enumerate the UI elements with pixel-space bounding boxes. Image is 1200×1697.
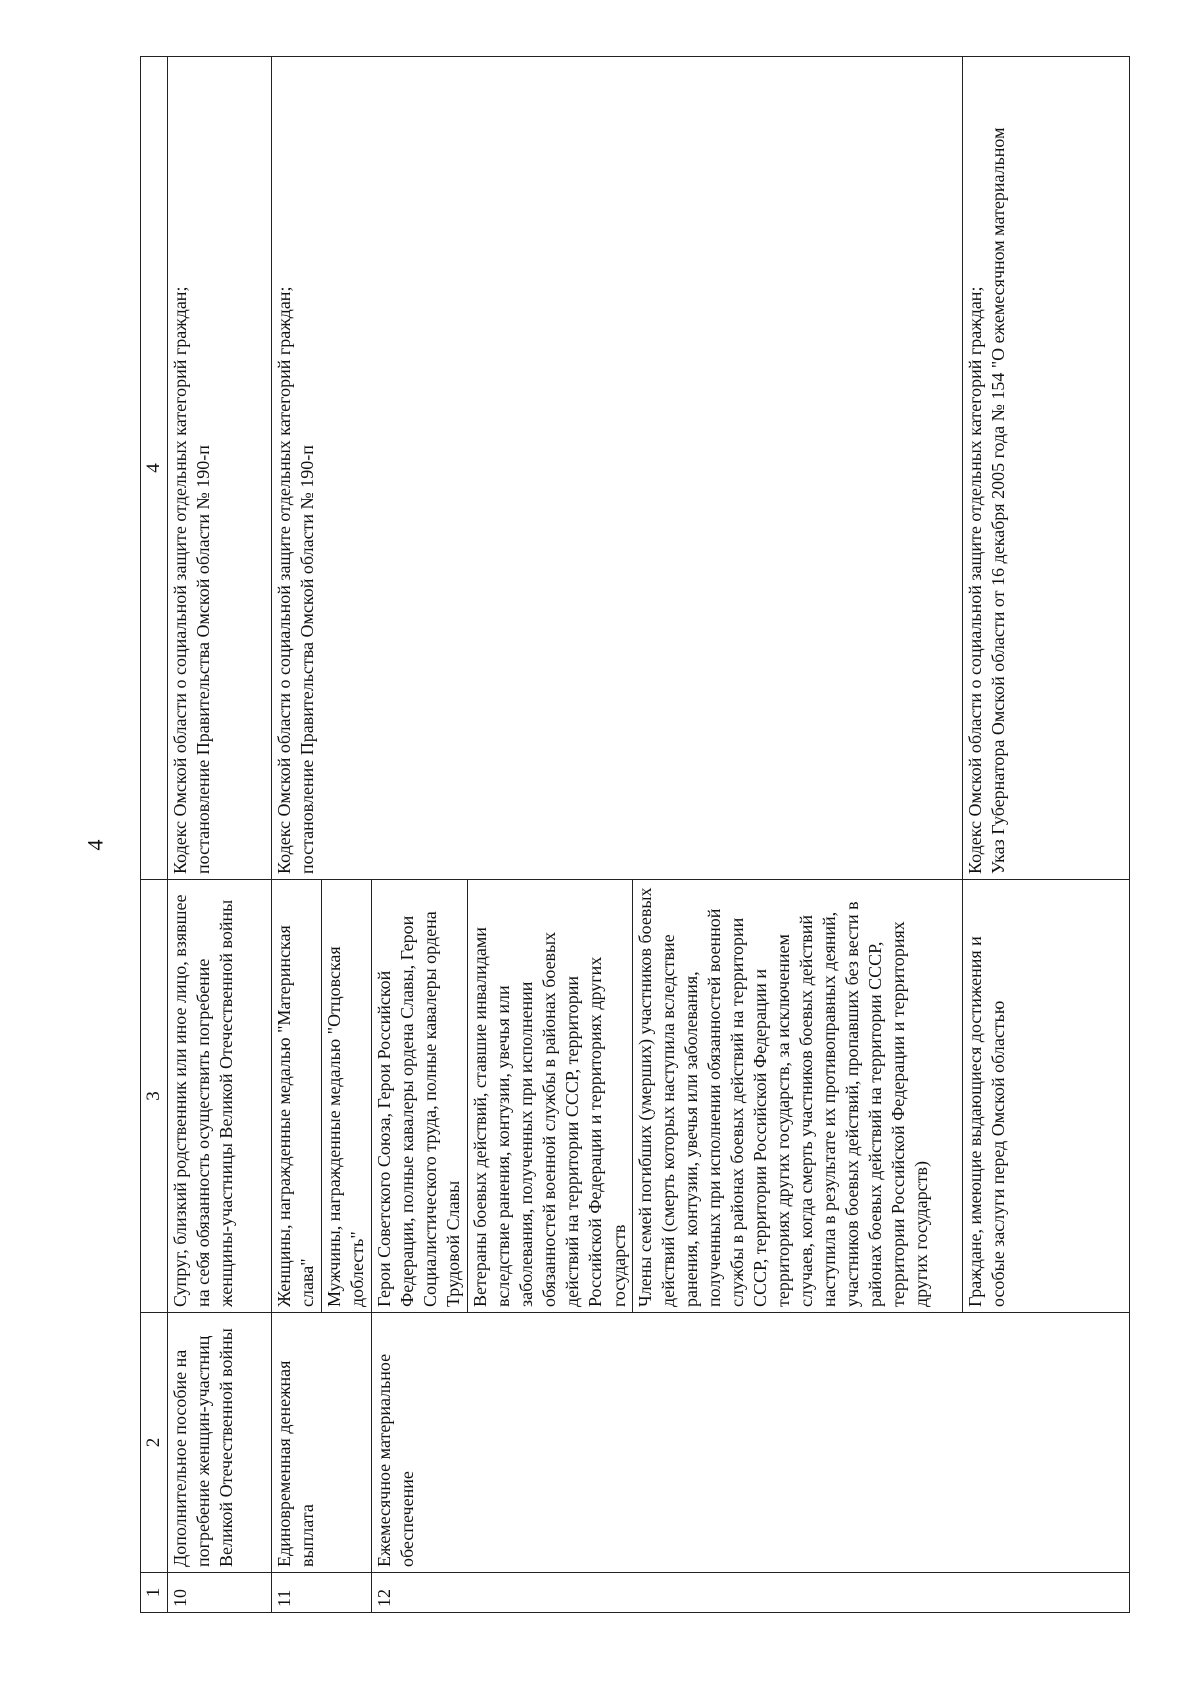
table-row-10	[168, 57, 272, 1613]
row11-name: Единовременная денежная выплата	[272, 1313, 372, 1573]
row12-recipients-b: Ветераны боевых действий, ставшие инвалидами вследствие ранения, контузии, увечья или заболевания, полученных при исполнении обязанностей военной службы в районах боевых действий на территории СССР, территории Российской Федерации и территориях других государств	[468, 880, 632, 1313]
row11-recipients-b: Мужчины, награжденные медалью "Отцовская доблесть"	[322, 880, 372, 1313]
row12-recipients-d: Граждане, имеющие выдающиеся достижения и особые заслуги перед Омской областью	[962, 880, 1129, 1313]
row11-basis: Кодекс Омской области о социальной защите отдельных категорий граждан; постановление Правительства Омской области № 190-п	[272, 57, 962, 880]
header-col-1: 1	[141, 1573, 168, 1613]
row10-name: Дополнительное пособие на погребение женщин-участниц Великой Отечественной войны	[168, 1313, 272, 1573]
row11-recipients-a: Женщины, награжденные медалью "Материнская слава"	[272, 880, 322, 1313]
row10-basis: Кодекс Омской области о социальной защите отдельных категорий граждан; постановление Правительства Омской области № 190-п	[168, 57, 272, 880]
header-col-3: 3	[141, 880, 168, 1313]
header-row	[141, 57, 168, 1613]
row12-number: 12	[372, 1573, 1130, 1613]
table-row-11a	[272, 57, 322, 1613]
row12-name: Ежемесячное материальное обеспечение	[372, 1313, 1130, 1573]
row12-recipients-a: Герои Советского Союза, Герои Российской Федерации, полные кавалеры ордена Славы, Герои Социалистического труда, полные кавалеры ордена Трудовой Славы	[372, 880, 468, 1313]
page-number: 4	[82, 839, 108, 851]
row11-number: 11	[272, 1573, 372, 1613]
header-col-2: 2	[141, 1313, 168, 1573]
row12-recipients-c: Члены семей погибших (умерших) участников боевых действий (смерть которых наступила вследствие ранения, контузии, увечья или заболевания, полученных при исполнении обязанностей военной службы в районах боевых действий на территории СССР, территории Российской Федерации и территориях других государств, за исключением случаев, когда смерть участников боевых действий наступила в результате их противоправных деяний, участников боевых действий, пропавших без вести в районах боевых действий на территории СССР, территории Российской Федерации и территориях других государств)	[632, 880, 962, 1313]
document-table-rotated	[140, 56, 1130, 1613]
row10-recipients: Супруг, близкий родственник или иное лицо, взявшее на себя обязанность осуществить погребение женщины-участницы Великой Отечественной войны	[168, 880, 272, 1313]
row12-basis-d: Кодекс Омской области о социальной защите отдельных категорий граждан; Указ Губернатора Омской области от 16 декабря 2005 года № 154 "О ежемесячном материальном	[962, 57, 1129, 880]
row10-number: 10	[168, 1573, 272, 1613]
header-col-4: 4	[141, 57, 168, 880]
benefits-table	[140, 56, 1130, 1613]
